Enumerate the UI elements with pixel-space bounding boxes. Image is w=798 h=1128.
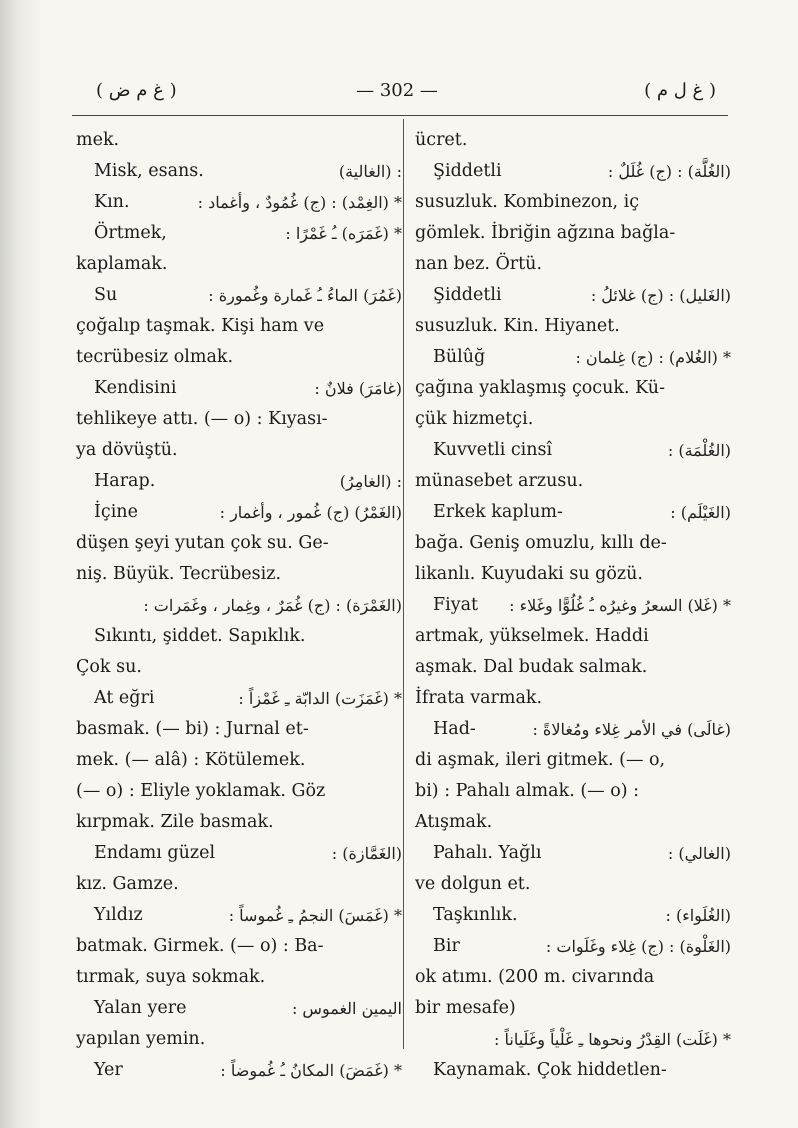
turkish-text: nan bez. Örtü. bbox=[415, 254, 543, 274]
turkish-text: Erkek kaplum- bbox=[433, 502, 563, 522]
text-line bbox=[76, 373, 402, 404]
text-line bbox=[76, 683, 402, 714]
turkish-text: aşmak. Dal budak salmak. bbox=[415, 657, 648, 677]
turkish-text: Kendisini bbox=[94, 378, 177, 398]
turkish-text: Kuvvetli cinsî bbox=[433, 440, 553, 460]
turkish-text: kırpmak. Zile basmak. bbox=[76, 812, 274, 832]
text-line bbox=[415, 156, 731, 187]
turkish-text: Yıldız bbox=[94, 905, 143, 925]
turkish-text: likanlı. Kuyudaki su gözü. bbox=[415, 564, 643, 584]
text-line bbox=[76, 559, 394, 590]
turkish-text: Yer bbox=[94, 1060, 123, 1080]
turkish-text: susuzluk. Kin. Hiyanet. bbox=[415, 316, 620, 336]
text-line bbox=[415, 776, 725, 807]
arabic-headword: * (غَمَزَت) الدابّة ـِ غَمْزاً : bbox=[238, 689, 402, 708]
turkish-text: (— o) : Eliyle yoklamak. Göz bbox=[76, 781, 326, 801]
turkish-text: münasebet arzusu. bbox=[415, 471, 584, 491]
text-line bbox=[415, 838, 731, 869]
text-line bbox=[415, 187, 725, 218]
text-line bbox=[415, 652, 725, 683]
text-line bbox=[76, 497, 402, 528]
turkish-text: Su bbox=[94, 285, 118, 305]
text-line bbox=[76, 962, 394, 993]
arabic-headword: * (غَلا) السعرُ وغيرُه ـُ غُلُوًّا وغَلاء : bbox=[509, 596, 731, 615]
text-line bbox=[415, 621, 725, 652]
turkish-text: gömlek. İbriğin ağzına bağla- bbox=[415, 223, 676, 243]
turkish-text: basmak. (— bi) : Jurnal et- bbox=[76, 719, 309, 739]
arabic-headword: (الغُلْمَة) : bbox=[667, 441, 731, 460]
text-line bbox=[76, 714, 394, 745]
column-divider bbox=[403, 119, 404, 1049]
arabic-headword: اليمين الغموس : bbox=[291, 999, 402, 1018]
text-line bbox=[415, 311, 725, 342]
turkish-text: di aşmak, ileri gitmek. (— o, bbox=[415, 750, 666, 770]
turkish-text: tehlikeye attı. (— o) : Kıyası- bbox=[76, 409, 328, 429]
turkish-text: At eğri bbox=[94, 688, 155, 708]
text-line bbox=[415, 404, 725, 435]
text-line bbox=[76, 993, 402, 1024]
turkish-text: kaplamak. bbox=[76, 254, 168, 274]
text-line bbox=[415, 342, 731, 373]
turkish-text: İfrata varmak. bbox=[415, 688, 543, 708]
text-line bbox=[415, 931, 731, 962]
text-line bbox=[415, 435, 731, 466]
text-line bbox=[76, 280, 402, 311]
turkish-text: ok atımı. (200 m. civarında bbox=[415, 967, 655, 987]
page-number: — 302 — bbox=[356, 80, 438, 101]
turkish-text: ücret. bbox=[415, 130, 468, 150]
text-line bbox=[76, 869, 394, 900]
text-line bbox=[415, 1024, 731, 1055]
turkish-text: Çok su. bbox=[76, 657, 142, 677]
text-line bbox=[415, 993, 725, 1024]
text-line bbox=[76, 249, 394, 280]
header-left-root: ( غ م ض ) bbox=[96, 80, 177, 101]
text-line bbox=[415, 590, 731, 621]
turkish-text: Bülûğ bbox=[433, 347, 486, 367]
text-line bbox=[76, 931, 394, 962]
turkish-text: Had- bbox=[433, 719, 476, 739]
text-line bbox=[415, 249, 725, 280]
turkish-text: Bir bbox=[433, 936, 460, 956]
turkish-text: niş. Büyük. Tecrübesiz. bbox=[76, 564, 282, 584]
text-line bbox=[76, 342, 394, 373]
arabic-headword: (غَمُرَ) الماءُ ـُ غَمارة وغُمورة : bbox=[208, 286, 402, 305]
arabic-headword: (الغَمْرَة) : (ج) غُمَرٌ ، وغِمار ، وغَمَرات : bbox=[143, 596, 402, 615]
text-line bbox=[76, 590, 402, 621]
text-line bbox=[415, 497, 731, 528]
text-line bbox=[76, 156, 402, 187]
text-line bbox=[415, 373, 725, 404]
turkish-text: batmak. Girmek. (— o) : Ba- bbox=[76, 936, 324, 956]
turkish-text: çoğalıp taşmak. Kişi ham ve bbox=[76, 316, 325, 336]
turkish-text: Şiddetli bbox=[433, 161, 502, 181]
arabic-headword: : (الغامِرُ) bbox=[339, 472, 402, 491]
text-line bbox=[415, 869, 725, 900]
arabic-headword: * (غَمَرَه) ـُ غَمْرًا : bbox=[285, 224, 402, 243]
arabic-headword: (غامَرَ) فلانٌ : bbox=[314, 379, 402, 398]
text-line bbox=[415, 218, 725, 249]
text-line bbox=[76, 1024, 394, 1055]
turkish-text: bir mesafe) bbox=[415, 998, 516, 1018]
arabic-headword: : (الغالية) bbox=[338, 162, 402, 181]
text-line bbox=[76, 528, 394, 559]
arabic-headword: (الغَمَّازة) : bbox=[331, 844, 402, 863]
text-line bbox=[76, 125, 394, 156]
arabic-headword: * (غَمَسَ) النجمُ ـِ غُموساً : bbox=[228, 906, 402, 925]
turkish-text: kız. Gamze. bbox=[76, 874, 179, 894]
text-line bbox=[76, 404, 394, 435]
arabic-headword: (الغُلَواء) : bbox=[665, 906, 731, 925]
turkish-text: mek. bbox=[76, 130, 120, 150]
turkish-text: ve dolgun et. bbox=[415, 874, 531, 894]
turkish-text: Taşkınlık. bbox=[433, 905, 518, 925]
turkish-text: Şiddetli bbox=[433, 285, 502, 305]
left-column bbox=[76, 125, 402, 1086]
turkish-text: çük hizmetçi. bbox=[415, 409, 534, 429]
arabic-headword: (الغَيْلَم) : bbox=[670, 503, 731, 522]
arabic-headword: (الغَليل) : (ج) غلائلُ : bbox=[590, 286, 731, 305]
turkish-text: Atışmak. bbox=[415, 812, 493, 832]
turkish-text: tecrübesiz olmak. bbox=[76, 347, 234, 367]
turkish-text: mek. (— alâ) : Kötülemek. bbox=[76, 750, 306, 770]
turkish-text: çağına yaklaşmış çocuk. Kü- bbox=[415, 378, 665, 398]
header-right-root: ( غ ل م ) bbox=[644, 80, 716, 101]
arabic-headword: (الغُلَّة) : (ج) غُلَلٌ : bbox=[607, 162, 731, 181]
turkish-text: Sıkıntı, şiddet. Sapıklık. bbox=[94, 626, 306, 646]
text-line bbox=[76, 621, 394, 652]
text-line bbox=[76, 900, 402, 931]
turkish-text: Yalan yere bbox=[94, 998, 187, 1018]
text-line bbox=[415, 125, 725, 156]
turkish-text: Kaynamak. Çok hiddetlen- bbox=[433, 1060, 667, 1080]
text-line bbox=[76, 838, 402, 869]
text-line bbox=[415, 900, 731, 931]
text-line bbox=[415, 280, 731, 311]
text-line bbox=[76, 311, 394, 342]
text-line bbox=[415, 962, 725, 993]
text-line bbox=[76, 1055, 402, 1086]
right-column bbox=[415, 125, 731, 1086]
text-line bbox=[415, 466, 725, 497]
turkish-text: ya dövüştü. bbox=[76, 440, 178, 460]
turkish-text: susuzluk. Kombinezon, iç bbox=[415, 192, 640, 212]
text-line bbox=[415, 683, 725, 714]
turkish-text: Kın. bbox=[94, 192, 130, 212]
turkish-text: Fiyat bbox=[433, 595, 479, 615]
text-line bbox=[76, 435, 394, 466]
text-line bbox=[415, 745, 725, 776]
page-edge-shadow bbox=[0, 0, 42, 1128]
text-line bbox=[76, 745, 394, 776]
text-line bbox=[76, 218, 402, 249]
arabic-headword: (غالَى) في الأمر غِلاء ومُغالاةً : bbox=[532, 720, 731, 739]
turkish-text: Pahalı. Yağlı bbox=[433, 843, 542, 863]
turkish-text: bağa. Geniş omuzlu, kıllı de- bbox=[415, 533, 667, 553]
page-header bbox=[72, 80, 722, 114]
header-rule bbox=[72, 115, 728, 116]
turkish-text: Misk, esans. bbox=[94, 161, 204, 181]
text-line bbox=[76, 807, 394, 838]
turkish-text: bi) : Pahalı almak. (— o) : bbox=[415, 781, 640, 801]
arabic-headword: (الغالي) : bbox=[667, 844, 731, 863]
text-line bbox=[76, 466, 402, 497]
text-line bbox=[415, 559, 725, 590]
arabic-headword: (الغَمْرُ) (ج) غُمور ، وأغمار : bbox=[219, 503, 402, 522]
turkish-text: Örtmek, bbox=[94, 223, 167, 243]
arabic-headword: * (الغُلام) : (ج) غِلمان : bbox=[575, 348, 731, 367]
turkish-text: Endamı güzel bbox=[94, 843, 216, 863]
arabic-headword: * (الغِمْد) : (ج) غُمُودٌ ، وأغماد : bbox=[197, 193, 402, 212]
turkish-text: artmak, yükselmek. Haddi bbox=[415, 626, 649, 646]
turkish-text: tırmak, suya sokmak. bbox=[76, 967, 266, 987]
turkish-text: yapılan yemin. bbox=[76, 1029, 206, 1049]
arabic-headword: * (غَلَت) القِدْرُ ونحوها ـِ غَلْياً وغَلَياناً : bbox=[494, 1030, 731, 1049]
text-line bbox=[415, 714, 731, 745]
text-line bbox=[415, 528, 725, 559]
turkish-text: Harap. bbox=[94, 471, 156, 491]
text-line bbox=[76, 652, 394, 683]
arabic-headword: * (غَمَضَ) المكانُ ـُ غُموضاً : bbox=[220, 1061, 402, 1080]
arabic-headword: (الغَلْوة) : (ج) غِلاء وغَلَوات : bbox=[545, 937, 731, 956]
text-line bbox=[76, 776, 394, 807]
turkish-text: düşen şeyi yutan çok su. Ge- bbox=[76, 533, 329, 553]
text-line bbox=[415, 807, 725, 838]
text-line bbox=[76, 187, 402, 218]
text-line bbox=[415, 1055, 725, 1086]
turkish-text: İçine bbox=[94, 502, 138, 522]
